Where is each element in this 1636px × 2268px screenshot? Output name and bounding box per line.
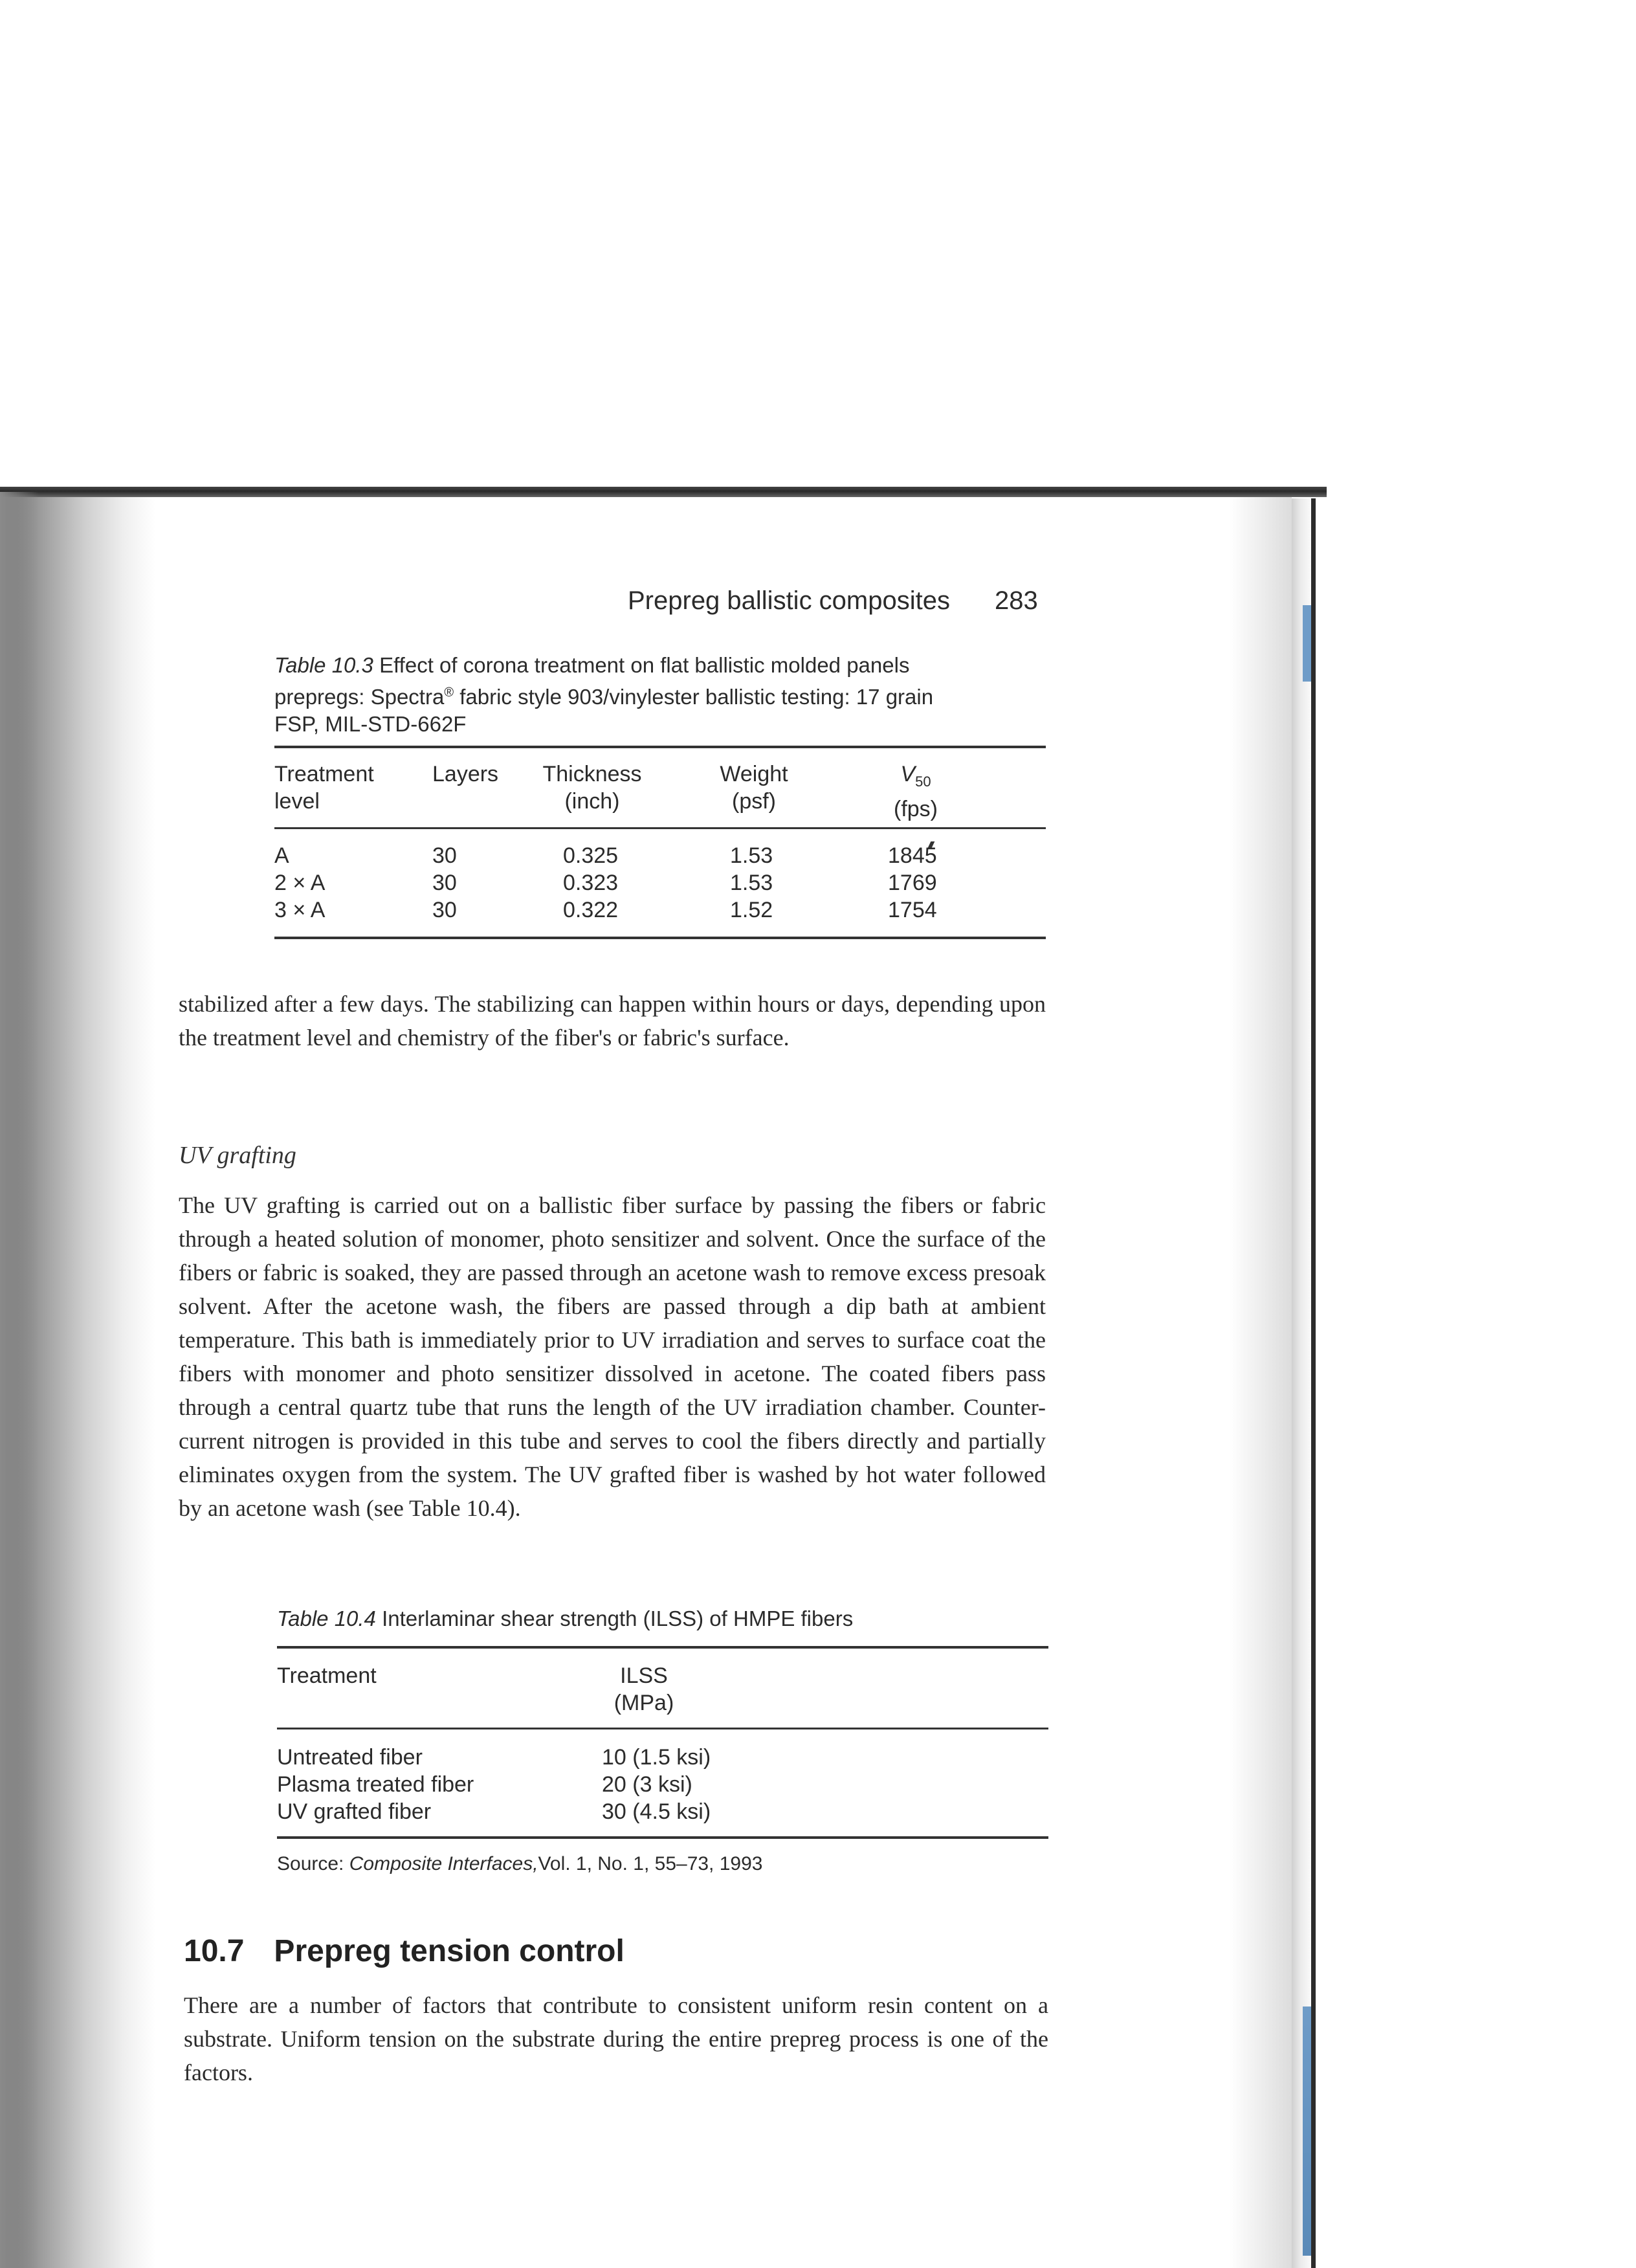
table-cell: 30 (4.5 ksi) [602,1799,711,1824]
table-label: Table 10.4 [277,1606,376,1630]
page-right-edge [1292,498,1314,2268]
table-cell: 0.325 [563,843,619,868]
table-cell: Plasma treated fiber [277,1772,474,1797]
table-rule-bottom [274,937,1046,939]
subsection-heading: UV grafting [179,1142,296,1169]
table-cell: 0.322 [563,898,619,922]
table-cell: A [274,843,289,868]
table-cell: 1845 [888,843,937,868]
table-cell: UV grafted fiber [277,1799,432,1824]
col-header-thickness: Thickness (inch) [542,762,642,814]
paragraph: There are a number of factors that contribute to consistent uniform resin content on a substrate. Uniform tension on the substrate during the entire prepreg process is one of the factors. [184,1992,1048,2085]
table-10-3-caption: Table 10.3 Effect of corona treatment on flat ballistic molded panels prepregs: Spectra® fabric style 903/vinylester ballistic testing: 17 grain FSP, MIL-STD-662F [274,653,934,736]
paragraph: The UV grafting is carried out on a ballistic fiber surface by passing the fibers or fabric through a heated solution of monomer, photo sensitizer and solvent. Once the surface of the fibers or fabric is soaked, they are passed through an acetone wash to remove excess presoak solvent. After the acetone wash, the fibers are passed through a dip bath at ambient temperature. This bath is immediately prior to UV irradiation and serves to surface coat the fibers with monomer and photo sensitizer dissolved in acetone. The coated fibers pass through a central quartz tube that runs the length of the UV irradiation chamber. Counter-current nitrogen is provided in this tube and serves to cool the fibers directly and partially eliminates oxygen from the system. The UV grafted fiber is washed by hot water followed by an acetone wash (see Table 10.4). [179,1192,1046,1521]
table-rule-mid [277,1728,1048,1729]
col-header-layers: Layers [432,762,499,786]
book-edge-line [1311,498,1316,2268]
table-rule-top [274,746,1046,748]
section-title: Prepreg tension control [274,1934,625,1968]
book-top-edge [0,487,1327,497]
table-cell: Untreated fiber [277,1745,423,1770]
table-cell: 30 [432,871,457,895]
table-cell: 10 (1.5 ksi) [602,1745,711,1770]
table-10-4-caption: Table 10.4 Interlaminar shear strength (ILSS) of HMPE fibers [277,1606,854,1630]
table-cell: 1.53 [730,843,773,868]
table-rule-mid [274,827,1046,829]
col-header-v50: $V_{50}$ (fps) [894,762,938,821]
col-header-weight: Weight (psf) [720,762,788,814]
col-header-treatment: Treatment [277,1663,377,1688]
table-cell: 1769 [888,871,937,895]
paragraph: stabilized after a few days. The stabilizing can happen within hours or days, depending upon the treatment level and chemistry of the fiber's or fabric's surface. [179,991,1046,1051]
col-header-ilss: ILSS (MPa) [614,1663,674,1715]
running-title: Prepreg ballistic composites [628,586,950,615]
page-number: 283 [995,586,1038,615]
table-cell: 30 [432,843,457,868]
page-left-fade [0,492,39,2268]
table-cell: 1.52 [730,898,773,922]
table-rule-top [277,1646,1048,1649]
page-right-gutter [1230,497,1292,2268]
table-cell: 1.53 [730,871,773,895]
table-rule-bottom [277,1836,1048,1839]
edge-tab-top [1303,605,1311,682]
table-cell: 30 [432,898,457,922]
table-cell: 1754 [888,898,937,922]
section-heading [184,1933,625,1969]
table-cell: 0.323 [563,871,619,895]
table-cell: 3 × A [274,898,326,922]
edge-tab-bottom [1303,2007,1311,2256]
table-cell: 20 (3 ksi) [602,1772,692,1797]
table-cell: 2 × A [274,871,326,895]
table-source: Source: Composite Interfaces,Vol. 1, No. 1, 55–73, 1993 [277,1853,763,1874]
col-header-treatment: Treatment level [274,762,374,814]
table-label: Table 10.3 [274,653,373,677]
section-number: 10.7 [184,1934,245,1968]
